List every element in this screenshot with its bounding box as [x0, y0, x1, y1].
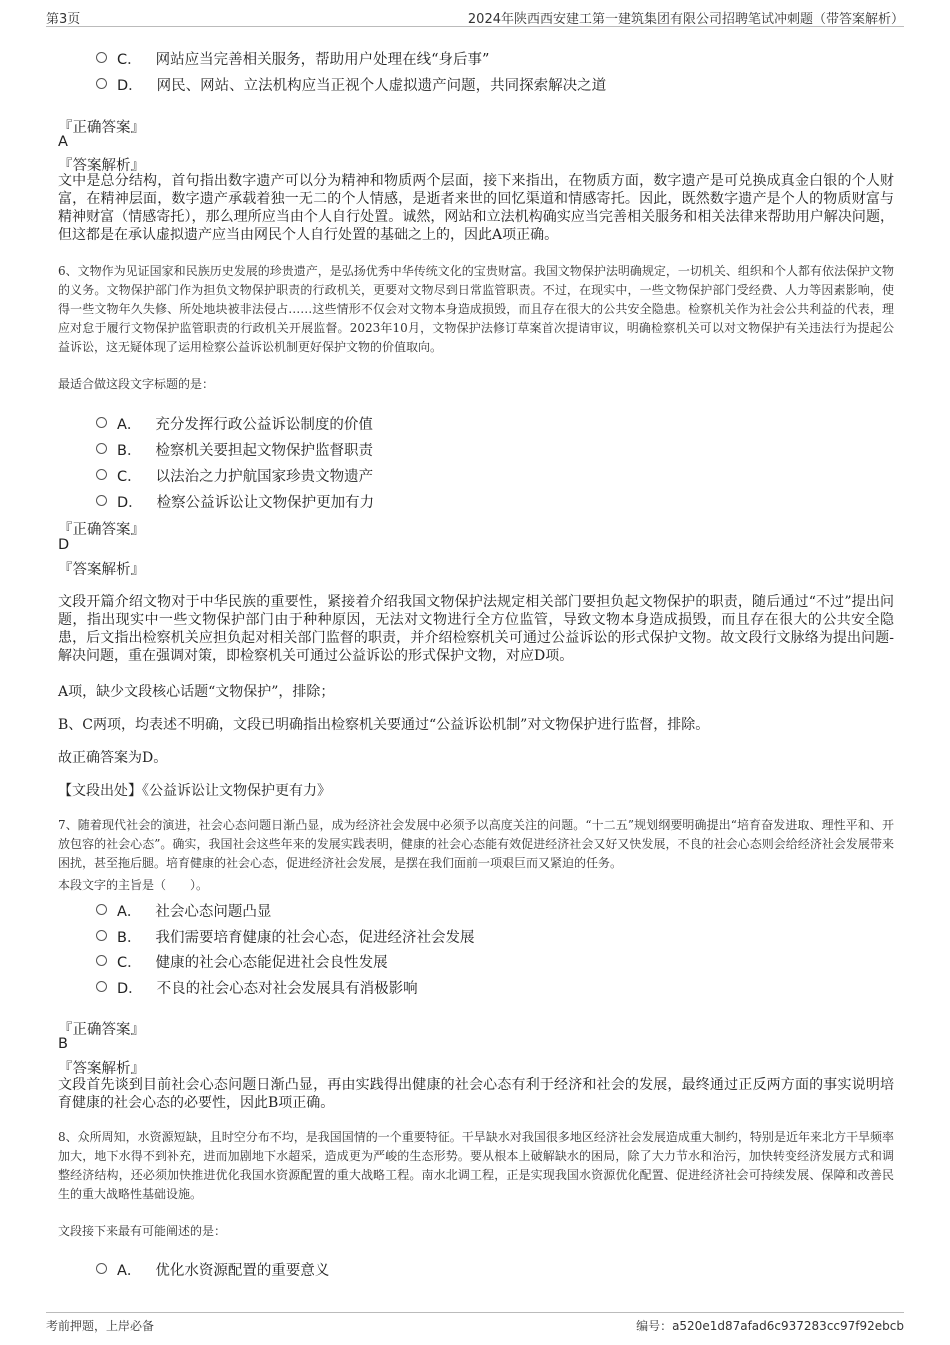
radio-icon[interactable] [96, 495, 107, 506]
option-letter: C． [117, 52, 142, 68]
option-text: 以法治之力护航国家珍贵文物遗产 [155, 469, 374, 485]
explanation-label: 『答案解析』 [58, 1061, 145, 1077]
option-d[interactable] [96, 977, 418, 997]
option-letter: B． [117, 930, 142, 946]
page-number: 第3页 [46, 12, 81, 27]
correct-answer: B [58, 1036, 68, 1052]
question-stem: 6、文物作为见证国家和民族历史发展的珍贵遗产，是弘扬优秀中华传统文化的宝贵财富。我国文物保护法明确规定，一切机关、组织和个人都有依法保护文物的义务。文物保护部门作为担负文物保护职责的行政机关，更要对文物尽到日常监管职责。不过，在现实中，一些文物保护部门受经费、人力等因素影响，使得一些文物年久失修、所处地块被非法侵占……这些情形不仅会对文物本身造成损毁，而且存在很大的公共安全隐患。检察机关作为社会公共利益的代表，理应对怠于履行文物保护监管职责的行政机关开展监督。2023年10月，文物保护法修订草案首次提请审议，明确检察机关可以对文物保护有关违法行为提起公益诉讼，这无疑体现了运用检察公益诉讼机制更好保护文物的价值取向。 [58, 264, 894, 354]
option-a[interactable] [96, 900, 271, 920]
option-text: 健康的社会心态能促进社会良性发展 [155, 955, 388, 971]
option-a[interactable] [96, 1259, 329, 1279]
answer-label: 『正确答案』 [58, 522, 145, 538]
option-d[interactable] [96, 74, 606, 94]
option-letter: D． [117, 78, 143, 94]
option-letter: C． [117, 469, 142, 485]
footer-slogan: 考前押题，上岸必备 [46, 1319, 155, 1333]
option-letter: C． [117, 955, 142, 971]
explanation-text: 文段开篇介绍文物对于中华民族的重要性，紧接着介绍我国文物保护法规定相关部门要担负起文物保护的职责，随后通过“不过”提出问题，指出现实中一些文物保护部门由于种种原因，无法对文物进行全方位监管，导致文物本身造成损毁，而且存在很大的公共安全隐患，后文指出检察机关应担负起对相关部门监督的职责，并介绍检察机关可通过公益诉讼的形式保护文物。故文段行文脉络为提出问题-解决问题，重在强调对策，即检察机关可通过公益诉讼的形式保护文物，对应D项。 [58, 594, 894, 664]
option-a[interactable] [96, 413, 373, 433]
option-letter: A． [117, 904, 142, 920]
question-stem: 7、随着现代社会的演进，社会心态问题日渐凸显，成为经济社会发展中必须予以高度关注的问题。“十二五”规划纲要明确提出“培育奋发进取、理性平和、开放包容的社会心态”。确实，我国社会这些年来的发展实践表明，健康的社会心态能有效促进经济社会又好又快发展，不良的社会心态则会给经济社会发展带来困扰，甚至拖后腿。培育健康的社会心态，促进经济社会发展，是摆在我们面前一项艰巨而又紧迫的任务。 [58, 818, 894, 870]
radio-icon[interactable] [96, 981, 107, 992]
option-text: 优化水资源配置的重要意义 [155, 1263, 330, 1279]
question-prompt: 本段文字的主旨是（ ）。 [58, 878, 209, 892]
source-citation: 【文段出处】《公益诉讼让文物保护更有力》 [58, 783, 331, 799]
radio-icon[interactable] [96, 443, 107, 454]
option-text: 网站应当完善相关服务，帮助用户处理在线“身后事” [155, 52, 490, 68]
option-text: 网民、网站、立法机构应当正视个人虚拟遗产问题，共同探索解决之道 [156, 78, 607, 94]
radio-icon[interactable] [96, 78, 107, 89]
explanation-text: 文中是总分结构，首句指出数字遗产可以分为精神和物质两个层面，接下来指出，在物质方面，数字遗产是可兑换成真金白银的个人财富，在精神层面，数字遗产承载着独一无二的个人情感，是逝者来世的回忆渠道和情感寄托。因此，既然数字遗产是个人的物质财富与精神财富（情感寄托），那么理所应当由个人自行处置。诚然，网站和立法机构确实应当完善相关服务和相关法律来帮助用户解决问题，但这都是在承认虚拟遗产应当由网民个人自行处置的基础之上的，因此A项正确。 [58, 173, 894, 243]
note-option-bc: B、C两项，均表述不明确，文段已明确指出检察机关要通过“公益诉讼机制”对文物保护进行监督，排除。 [58, 717, 710, 733]
option-text: 充分发挥行政公益诉讼制度的价值 [155, 417, 373, 433]
option-c[interactable] [96, 48, 489, 68]
radio-icon[interactable] [96, 1263, 107, 1274]
option-d[interactable] [96, 491, 374, 511]
page-header [46, 8, 904, 27]
radio-icon[interactable] [96, 930, 107, 941]
option-c[interactable] [96, 951, 388, 971]
question-stem: 8、众所周知，水资源短缺，且时空分布不均，是我国国情的一个重要特征。干旱缺水对我国很多地区经济社会发展造成重大制约，特别是近年来北方干旱频率加大，地下水得不到补充，进而加剧地下水超采，造成更为严峻的生态形势。要从根本上破解缺水的困局，除了大力节水和治污，加快转变经济发展方式和调整经济结构，还必须加快推进优化我国水资源配置的重大战略工程。南水北调工程，正是实现我国水资源优化配置、促进经济社会可持续发展、保障和改善民生的重大战略性基础设施。 [58, 1130, 894, 1201]
note-option-a: A项，缺少文段核心话题“文物保护”，排除； [58, 684, 335, 700]
radio-icon[interactable] [96, 52, 107, 63]
option-letter: D． [117, 981, 143, 997]
document-id: 编号：a520e1d87afad6c937283cc97f92ebcb [636, 1319, 904, 1333]
option-letter: A． [117, 1263, 142, 1279]
correct-answer: A [58, 134, 68, 150]
page-footer [46, 1312, 904, 1335]
option-text: 社会心态问题凸显 [155, 904, 272, 920]
explanation-label: 『答案解析』 [58, 562, 145, 578]
radio-icon[interactable] [96, 469, 107, 480]
conclusion: 故正确答案为D。 [58, 750, 168, 766]
option-text: 检察机关要担起文物保护监督职责 [155, 443, 373, 459]
option-text: 不良的社会心态对社会发展具有消极影响 [156, 981, 418, 997]
option-b[interactable] [96, 439, 373, 459]
option-letter: B． [117, 443, 142, 459]
question-prompt: 最适合做这段文字标题的是： [58, 377, 215, 391]
explanation-text: 文段首先谈到目前社会心态问题日渐凸显，再由实践得出健康的社会心态有利于经济和社会的发展，最终通过正反两方面的事实说明培育健康的社会心态的必要性，因此B项正确。 [58, 1077, 894, 1111]
answer-label: 『正确答案』 [58, 120, 145, 136]
option-text: 我们需要培育健康的社会心态，促进经济社会发展 [155, 930, 475, 946]
document-title: 2024年陕西西安建工第一建筑集团有限公司招聘笔试冲刺题（带答案解析） [467, 12, 904, 27]
radio-icon[interactable] [96, 904, 107, 915]
correct-answer: D [58, 537, 70, 553]
question-prompt: 文段接下来最有可能阐述的是： [58, 1224, 227, 1238]
option-c[interactable] [96, 465, 373, 485]
option-letter: A． [117, 417, 142, 433]
radio-icon[interactable] [96, 955, 107, 966]
option-letter: D． [117, 495, 143, 511]
option-b[interactable] [96, 926, 474, 946]
radio-icon[interactable] [96, 417, 107, 428]
explanation-label: 『答案解析』 [58, 158, 145, 174]
answer-label: 『正确答案』 [58, 1022, 145, 1038]
option-text: 检察公益诉讼让文物保护更加有力 [156, 495, 375, 511]
